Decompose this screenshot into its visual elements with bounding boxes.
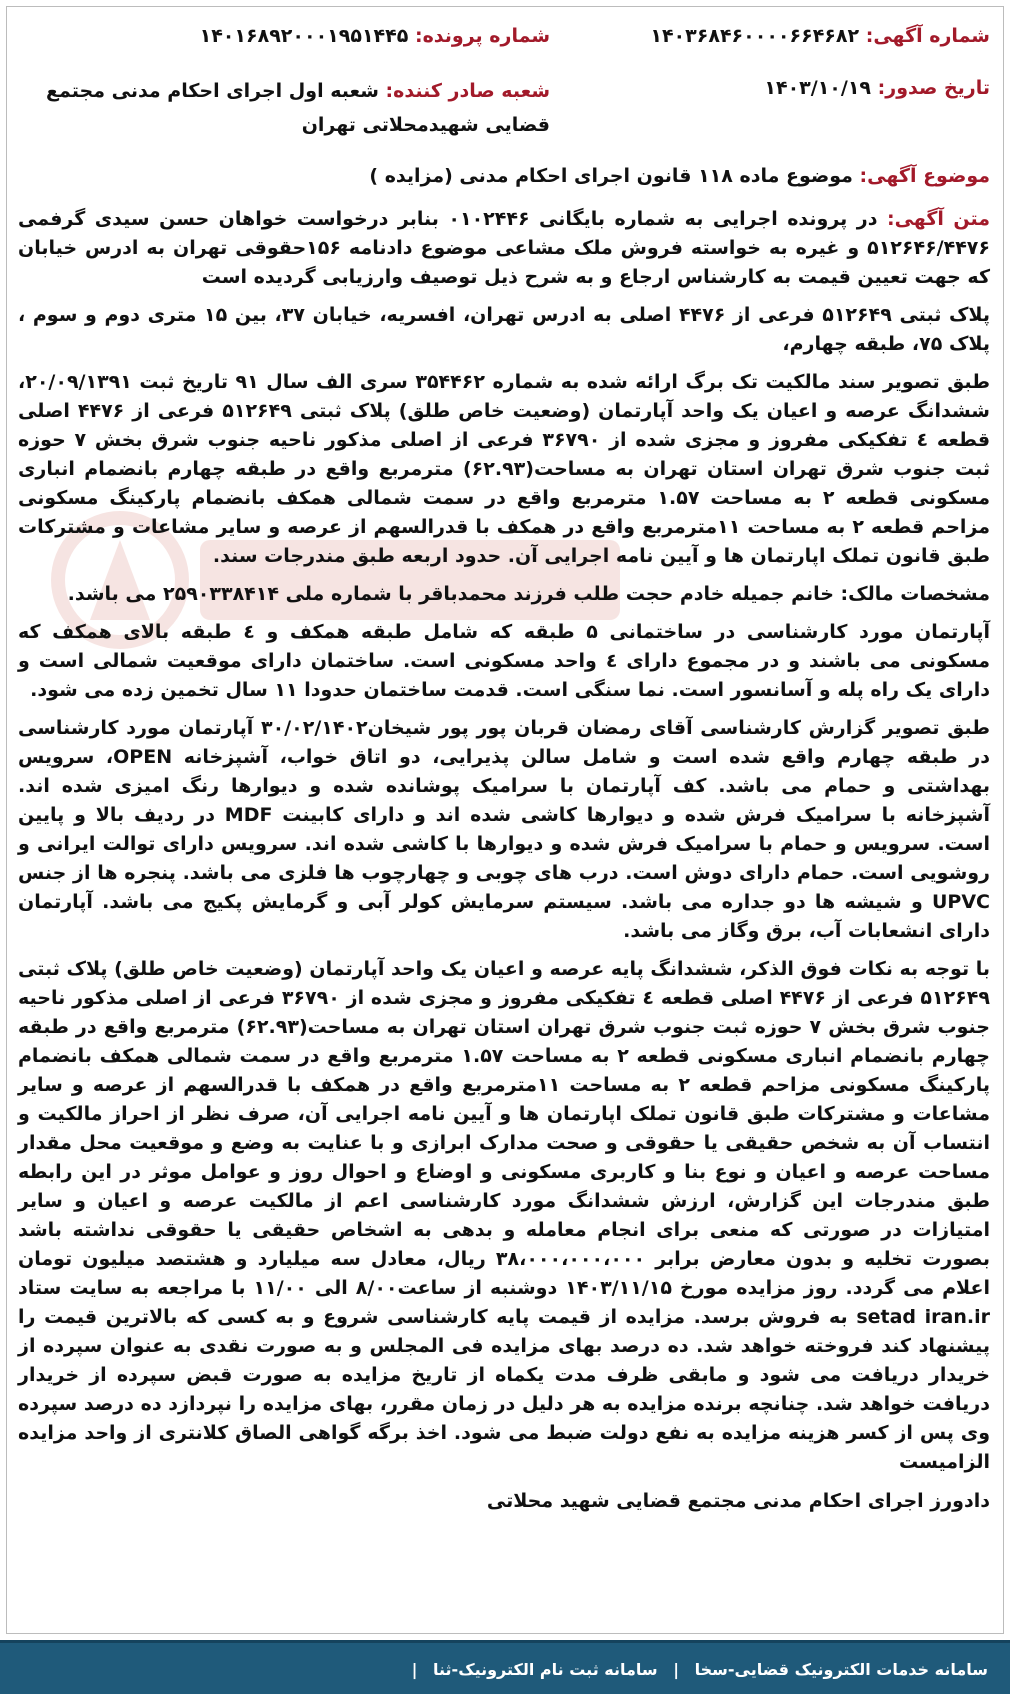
subject-value: موضوع ماده ۱۱۸ قانون اجرای احکام مدنی (مزایده ): [369, 165, 853, 187]
footer-link-sakha[interactable]: سامانه خدمات الکترونیک قضایی-سخا: [694, 1660, 988, 1679]
notice-body: [18, 205, 990, 1525]
intro-text: در پرونده اجرایی به شماره بایگانی ۰۱۰۲۴۴۶ بنابر درخواست خواهان حسن سیدی گرفمی ۵۱۲۶۴۶/۴۴۷۶ و غیره به خواسته فروش ملک مشاعی موضوع دادنامه ۱۵۶حقوقی تهران به ادرس خیابان که جهت تعیین قیمت به کارشناس ارجاع و به شرح ذیل توصیف وارزیابی گردیده است: [18, 208, 990, 288]
issuing-branch-value: شعبه اول اجرای احکام مدنی مجتمع قضایی شهیدمحلاتی تهران: [46, 80, 550, 136]
property-address-paragraph: پلاک ثبتی ۵۱۲۶۴۹ فرعی از ۴۴۷۶ اصلی به ادرس تهران، افسریه، خیابان ۳۷، بین ۱۵ متری دوم و سوم ، پلاک ۷۵، طبقه چهارم،: [18, 304, 990, 355]
issuing-branch-field: [30, 74, 550, 142]
ownership-deed-paragraph: طبق تصویر سند مالکیت تک برگ ارائه شده به شماره ۳۵۴۴۶۲ سری الف سال ۹۱ تاریخ ثبت ۲۰/۰۹/۱۳۹۱، ششدانگ عرصه و اعیان یک واحد آپارتمان (وضعیت خاص طلق) پلاک ثبتی ۵۱۲۶۴۹ فرعی از ۴۴۷۶ اصلی قطعه ٤ تفکیکی مفروز و مجزی شده از ۳۶۷۹۰ فرعی از اصلی مذکور ناحیه جنوب شرق بخش ۷ حوزه ثبت جنوب شرق تهران استان تهران به مساحت(۶۲.۹۳) مترمربع واقع در طبقه چهارم بانضمام انباری مسکونی قطعه ۲ به مساحت ۱.۵۷ مترمربع واقع در سمت شمالی همکف بانضمام پارکینگ مسکونی مزاحم قطعه ۲ به مساحت ۱۱مترمربع واقع در همکف با قدرالسهم از عرصه و سایر مشاعات و مشترکات طبق قانون تملک اپارتمان ها و آیین نامه اجرایی آن. حدود اربعه طبق مندرجات سند.: [18, 371, 991, 567]
footer-link-sana[interactable]: سامانه ثبت نام الکترونیک-ثنا: [433, 1660, 658, 1679]
footer-separator-end: |: [411, 1660, 418, 1679]
valuation-auction-paragraph: با توجه به نکات فوق الذکر، ششدانگ پایه عرصه و اعیان یک واحد آپارتمان (وضعیت خاص طلق) پلاک ثبتی ۵۱۲۶۴۹ فرعی از ۴۴۷۶ اصلی قطعه ٤ تفکیکی مفروز و مجزی شده از ۳۶۷۹۰ فرعی از اصلی مذکور ناحیه جنوب شرق بخش ۷ حوزه ثبت جنوب شرق تهران استان تهران به مساحت(۶۲.۹۳) مترمربع واقع در طبقه چهارم بانضمام انباری مسکونی قطعه ۲ به مساحت ۱.۵۷ مترمربع واقع در سمت شمالی همکف بانضمام پارکینگ مسکونی مزاحم قطعه ۲ به مساحت ۱۱مترمربع واقع در همکف با قدرالسهم از عرصه و سایر مشاعات و مشترکات طبق قانون تملک اپارتمان ها و آیین نامه اجرایی آن، صرف نظر از احراز مالکیت و انتساب آن به شخص حقیقی یا حقوقی و صحت مدارک ابرازی و با عنایت به وضع و موقعیت محل مقدار مساحت عرصه و اعیان و نوع بنا و کاربری مسکونی و اوضاع و احوال روز و عوامل موثر در این رابطه طبق مندرجات این گزارش، ارزش ششدانگ مورد کارشناسی اعم از مالکیت عرصه و اعیان و سایر امتیازات در صورتی که منعی برای انجام معامله و بدهی به اشخاص حقیقی یا حقوقی نداشته باشد بصورت تخلیه و بدون معارض برابر ۳۸،۰۰۰،۰۰۰،۰۰۰ ریال، معادل سه میلیارد و هشتصد میلیون تومان اعلام می گردد. روز مزایده مورخ ۱۴۰۳/۱۱/۱۵ دوشنبه از ساعت۸/۰۰ الی ۱۱/۰۰ با مراجعه به سایت ستاد setad iran.ir به فروش برسد. مزایده از قیمت پایه کارشناسی شروع و به کسی که بالاترین قیمت را پیشنهاد کند فروخته خواهد شد. ده درصد بهای مزایده فی المجلس و به صورت نقدی به عنوان سپرده از خریدار دریافت می شود و مابقی ظرف مدت یکماه از تاریخ مزایده به صورت قبض سپرده از خریدار دریافت خواهد شد. چنانچه برنده مزایده به هر دلیل در زمان مقرر، بهای مزایده را نپردازد ده درصد سپرده وی پس از کسر هزینه مزایده به نفع دولت ضبط می شود. اخذ برگه گواهی الصاق کلانتری از واحد مزایده الزامیست: [18, 958, 991, 1473]
expert-report-paragraph: طبق تصویر گزارش کارشناسی آقای رمضان قربان پور پور شیخان۳۰/۰۲/۱۴۰۲ آپارتمان مورد کارشناسی در طبقه چهارم واقع شده است و شامل سالن پذیرایی، دو اتاق خواب، آشپزخانه OPEN، سرویس بهداشتی و حمام می باشد. کف آپارتمان با سرامیک پوشانده شده و دیوارها رنگ امیزی شده اند. آشپزخانه با سرامیک فرش شده و دیوارها کاشی شده اند و دارای کابینت MDF در ردیف بالا و پایین است. سرویس و حمام با سرامیک فرش شده و دیوارها با کاشی شده اند. سرویس دارای توالت ایرانی و روشویی است. حمام دارای دوش است. درب های چوبی و چهارچوب ها فلزی می باشد. پنجره ها از جنس UPVC و شیشه ها دو جداره می باشد. سیستم سرمایش کولر آبی و گرمایش پکیج می باشد. آپارتمان دارای انشعابات آب، برق وگاز می باشد.: [18, 717, 990, 942]
case-number-label: شماره پرونده:: [414, 25, 550, 47]
building-description-paragraph: آپارتمان مورد کارشناسی در ساختمانی ۵ طبقه که شامل طبقه همکف و ٤ طبقه بالای همکف که مسکونی می باشند و در مجموع دارای ٤ واحد مسکونی است. ساختمان دارای موقعیت شمالی است و دارای یک راه پله و آسانسور است. نما سنگی است. قدمت ساختمان حدودا ۱۱ سال تخمین زده می شود.: [18, 621, 990, 701]
issuing-branch-label: شعبه صادر کننده:: [385, 80, 550, 102]
subject-label: موضوع آگهی:: [859, 165, 990, 187]
signature-line: دادورز اجرای احکام مدنی مجتمع قضایی شهید محلاتی: [486, 1490, 990, 1512]
issue-date-label: تاریخ صدور:: [877, 77, 990, 99]
footer-bar: [0, 1640, 1010, 1694]
intro-paragraph: [18, 205, 990, 292]
case-number-value: ۱۴۰۱۶۸۹۲۰۰۰۱۹۵۱۴۴۵: [199, 25, 409, 47]
notice-header: [20, 22, 990, 187]
issue-date-value: ۱۴۰۳/۱۰/۱۹: [764, 77, 872, 99]
subject-field: [369, 162, 990, 190]
case-number-field: [200, 22, 550, 50]
issue-date-field: [764, 74, 990, 102]
owner-details-paragraph: مشخصات مالک: خانم جمیله خادم حجت طلب فرزند محمدباقر با شماره ملی ۲۵۹۰۳۳۸۴۱۴ می باشد.: [67, 583, 990, 605]
ad-number-label: شماره آگهی:: [865, 25, 990, 47]
ad-number-field: [650, 22, 990, 50]
ad-number-value: ۱۴۰۳۶۸۴۶۰۰۰۰۶۶۴۶۸۲: [650, 25, 860, 47]
footer-separator: |: [673, 1660, 680, 1679]
notice-text-label: متن آگهی:: [886, 208, 990, 230]
